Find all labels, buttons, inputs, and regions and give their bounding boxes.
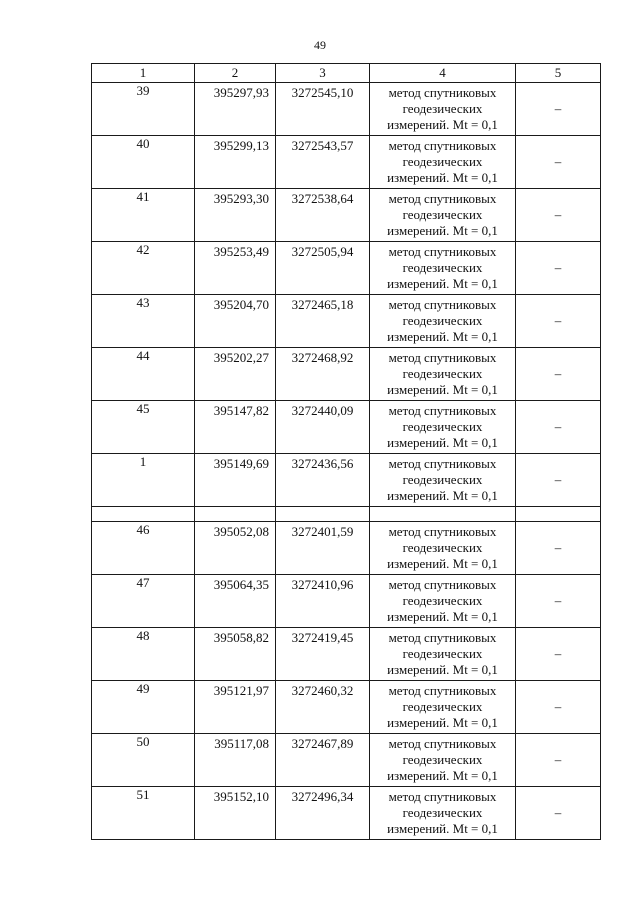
table-spacer-row <box>92 507 601 522</box>
method-line: измерений. Mt = 0,1 <box>387 662 498 677</box>
x-coordinate-cell: 395147,82 <box>195 401 276 454</box>
method-line: геодезических <box>402 752 483 767</box>
y-coordinate-cell: 3272496,34 <box>276 787 370 840</box>
method-line: метод спутниковых <box>388 138 497 153</box>
y-coordinate-cell: 3272440,09 <box>276 401 370 454</box>
method-line: измерений. Mt = 0,1 <box>387 117 498 132</box>
y-coordinate-cell: 3272543,57 <box>276 136 370 189</box>
coordinates-table <box>91 63 601 840</box>
method-line: метод спутниковых <box>388 524 497 539</box>
method-line: метод спутниковых <box>388 403 497 418</box>
method-cell <box>370 401 516 454</box>
point-number-cell: 49 <box>92 681 195 734</box>
point-number-cell: 51 <box>92 787 195 840</box>
x-coordinate-cell: 395064,35 <box>195 575 276 628</box>
note-cell: – <box>516 136 601 189</box>
method-line: измерений. Mt = 0,1 <box>387 821 498 836</box>
x-coordinate-cell: 395052,08 <box>195 522 276 575</box>
method-line: измерений. Mt = 0,1 <box>387 488 498 503</box>
method-line: геодезических <box>402 260 483 275</box>
header-cell-2: 2 <box>195 64 276 83</box>
table-row <box>92 189 601 242</box>
method-line: геодезических <box>402 154 483 169</box>
x-coordinate-cell: 395152,10 <box>195 787 276 840</box>
table-row <box>92 522 601 575</box>
method-cell <box>370 681 516 734</box>
method-line: метод спутниковых <box>388 297 497 312</box>
method-line: метод спутниковых <box>388 577 497 592</box>
table-row <box>92 575 601 628</box>
point-number-cell: 48 <box>92 628 195 681</box>
method-cell <box>370 189 516 242</box>
method-line: измерений. Mt = 0,1 <box>387 329 498 344</box>
method-line: метод спутниковых <box>388 244 497 259</box>
method-line: метод спутниковых <box>388 630 497 645</box>
method-line: метод спутниковых <box>388 789 497 804</box>
method-line: геодезических <box>402 207 483 222</box>
method-line: геодезических <box>402 366 483 381</box>
y-coordinate-cell: 3272460,32 <box>276 681 370 734</box>
method-line: геодезических <box>402 101 483 116</box>
point-number-cell: 50 <box>92 734 195 787</box>
note-cell: – <box>516 295 601 348</box>
method-line: измерений. Mt = 0,1 <box>387 276 498 291</box>
table-row <box>92 242 601 295</box>
method-cell <box>370 136 516 189</box>
table-row <box>92 787 601 840</box>
method-line: геодезических <box>402 646 483 661</box>
method-line: измерений. Mt = 0,1 <box>387 715 498 730</box>
method-line: измерений. Mt = 0,1 <box>387 170 498 185</box>
note-cell: – <box>516 628 601 681</box>
table-body <box>92 64 601 840</box>
note-cell: – <box>516 454 601 507</box>
note-cell: – <box>516 242 601 295</box>
method-line: геодезических <box>402 593 483 608</box>
method-line: измерений. Mt = 0,1 <box>387 556 498 571</box>
table-row <box>92 295 601 348</box>
method-line: метод спутниковых <box>388 85 497 100</box>
method-line: метод спутниковых <box>388 191 497 206</box>
point-number-cell: 47 <box>92 575 195 628</box>
method-line: геодезических <box>402 313 483 328</box>
method-line: метод спутниковых <box>388 456 497 471</box>
table-row <box>92 628 601 681</box>
x-coordinate-cell: 395204,70 <box>195 295 276 348</box>
y-coordinate-cell: 3272467,89 <box>276 734 370 787</box>
method-line: геодезических <box>402 472 483 487</box>
y-coordinate-cell: 3272419,45 <box>276 628 370 681</box>
method-cell <box>370 348 516 401</box>
point-number-cell: 42 <box>92 242 195 295</box>
table-row <box>92 136 601 189</box>
header-cell-5: 5 <box>516 64 601 83</box>
x-coordinate-cell: 395058,82 <box>195 628 276 681</box>
method-line: геодезических <box>402 419 483 434</box>
x-coordinate-cell: 395117,08 <box>195 734 276 787</box>
method-cell <box>370 787 516 840</box>
x-coordinate-cell: 395253,49 <box>195 242 276 295</box>
table-row <box>92 348 601 401</box>
point-number-cell: 39 <box>92 83 195 136</box>
empty-cell <box>195 507 276 522</box>
x-coordinate-cell: 395293,30 <box>195 189 276 242</box>
y-coordinate-cell: 3272505,94 <box>276 242 370 295</box>
x-coordinate-cell: 395299,13 <box>195 136 276 189</box>
method-line: измерений. Mt = 0,1 <box>387 609 498 624</box>
page-number: 49 <box>314 38 326 52</box>
table-row <box>92 734 601 787</box>
x-coordinate-cell: 395297,93 <box>195 83 276 136</box>
table-row <box>92 83 601 136</box>
point-number-cell: 43 <box>92 295 195 348</box>
method-cell <box>370 575 516 628</box>
method-cell <box>370 295 516 348</box>
method-cell <box>370 734 516 787</box>
x-coordinate-cell: 395149,69 <box>195 454 276 507</box>
empty-cell <box>276 507 370 522</box>
method-line: измерений. Mt = 0,1 <box>387 768 498 783</box>
note-cell: – <box>516 734 601 787</box>
note-cell: – <box>516 189 601 242</box>
method-line: метод спутниковых <box>388 736 497 751</box>
method-cell <box>370 454 516 507</box>
empty-cell <box>516 507 601 522</box>
method-line: геодезических <box>402 540 483 555</box>
point-number-cell: 45 <box>92 401 195 454</box>
point-number-cell: 41 <box>92 189 195 242</box>
method-cell <box>370 242 516 295</box>
y-coordinate-cell: 3272545,10 <box>276 83 370 136</box>
method-line: измерений. Mt = 0,1 <box>387 435 498 450</box>
x-coordinate-cell: 395202,27 <box>195 348 276 401</box>
y-coordinate-cell: 3272465,18 <box>276 295 370 348</box>
table-header-row <box>92 64 601 83</box>
method-line: измерений. Mt = 0,1 <box>387 382 498 397</box>
header-cell-4: 4 <box>370 64 516 83</box>
method-line: метод спутниковых <box>388 683 497 698</box>
note-cell: – <box>516 522 601 575</box>
note-cell: – <box>516 681 601 734</box>
point-number-cell: 44 <box>92 348 195 401</box>
y-coordinate-cell: 3272468,92 <box>276 348 370 401</box>
method-cell <box>370 83 516 136</box>
point-number-cell: 46 <box>92 522 195 575</box>
x-coordinate-cell: 395121,97 <box>195 681 276 734</box>
method-line: метод спутниковых <box>388 350 497 365</box>
method-line: измерений. Mt = 0,1 <box>387 223 498 238</box>
y-coordinate-cell: 3272410,96 <box>276 575 370 628</box>
method-line: геодезических <box>402 699 483 714</box>
note-cell: – <box>516 348 601 401</box>
y-coordinate-cell: 3272538,64 <box>276 189 370 242</box>
note-cell: – <box>516 575 601 628</box>
note-cell: – <box>516 787 601 840</box>
header-cell-3: 3 <box>276 64 370 83</box>
empty-cell <box>370 507 516 522</box>
empty-cell <box>92 507 195 522</box>
note-cell: – <box>516 401 601 454</box>
method-cell <box>370 628 516 681</box>
header-cell-1: 1 <box>92 64 195 83</box>
table-row <box>92 681 601 734</box>
table-row <box>92 401 601 454</box>
note-cell: – <box>516 83 601 136</box>
point-number-cell: 1 <box>92 454 195 507</box>
y-coordinate-cell: 3272401,59 <box>276 522 370 575</box>
method-cell <box>370 522 516 575</box>
point-number-cell: 40 <box>92 136 195 189</box>
y-coordinate-cell: 3272436,56 <box>276 454 370 507</box>
table-row <box>92 454 601 507</box>
method-line: геодезических <box>402 805 483 820</box>
